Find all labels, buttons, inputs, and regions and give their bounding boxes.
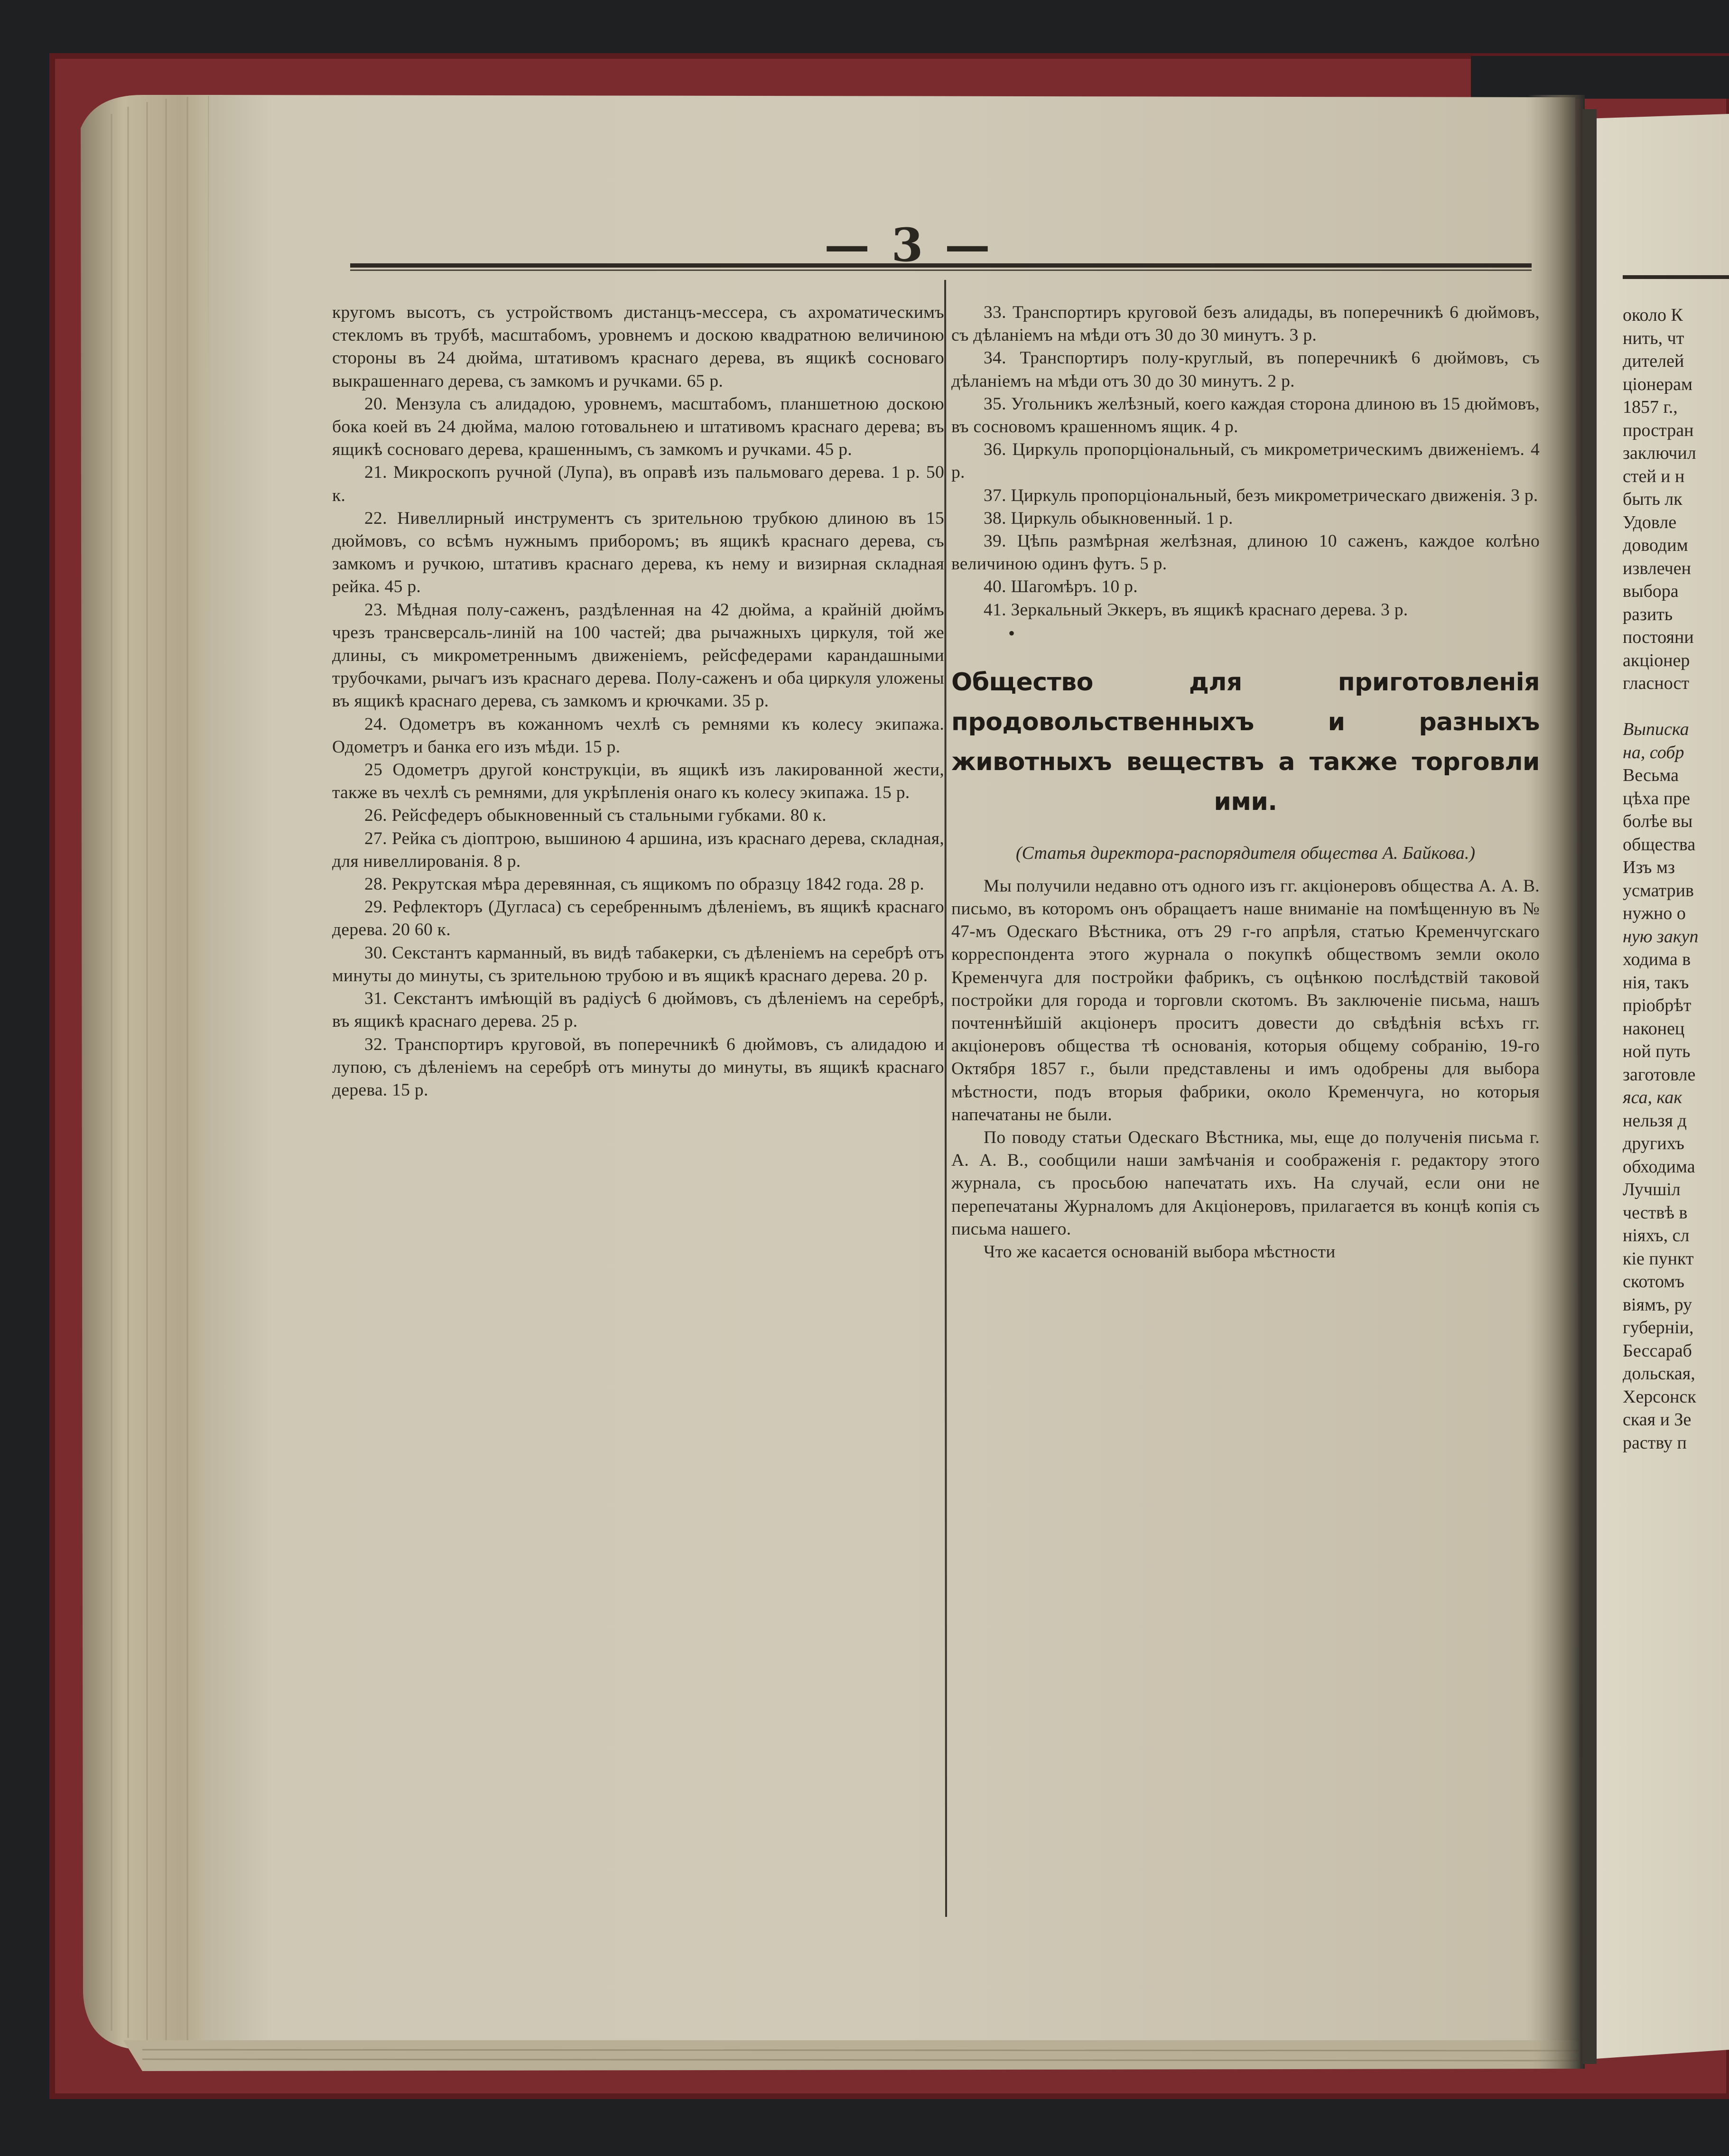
facing-page-line: Бессараб [1623, 1340, 1692, 1361]
facing-page-line: нужно о [1623, 903, 1686, 923]
facing-page-line: ніяхъ, сл [1623, 1226, 1690, 1245]
list-item: 20. Мензула съ алидадою, уровнемъ, масштабомъ, планшетною доскою бока коей въ 24 дюйма, малою готовальнею и штативомъ краснаго дерева; въ ящикѣ сосноваго дерева, крашеннымъ, съ замкомъ и ручками. 45 р. [332, 394, 944, 460]
list-item: 27. Рейка съ діоптрою, вышиною 4 аршина, изъ краснаго дерева, складная, для нивеллированія. 8 р. [332, 828, 944, 871]
list-item: 32. Транспортиръ круговой, въ поперечникѣ 6 дюймовъ, съ алидадою и лупою, съ дѣленіемъ на серебрѣ отъ минуты до минуты, въ ящикѣ краснаго дерева. 15 р. [332, 1034, 944, 1100]
facing-page-line [1623, 695, 1729, 718]
list-item: 28. Рекрутская мѣра деревянная, съ ящикомъ по образцу 1842 года. 28 р. [364, 874, 924, 894]
facing-page-line: ціонерам [1623, 374, 1693, 394]
list-item: 24. Одометръ въ кожанномъ чехлѣ съ ремнями къ колесу экипажа. Одометръ и банка его изъ мѣди. 15 р. [332, 714, 944, 757]
facing-page-line: Изъ мз [1623, 857, 1675, 877]
facing-page-line: чествѣ в [1623, 1202, 1688, 1223]
list-item: 22. Нивеллирный инструментъ съ зрительною трубкою длиною въ 15 дюймовъ, со всѣмъ нужнымъ приборомъ; въ ящикѣ краснаго дерева, съ замкомъ и ручкою, штативъ краснаго дерева, къ нему и визирная складная рейка. 45 р. [332, 508, 944, 597]
facing-page-line: губерніи, [1623, 1318, 1694, 1338]
facing-page-line: Весьма [1623, 765, 1679, 785]
facing-page-line: пріобрѣт [1623, 995, 1692, 1015]
facing-page-line: другихъ [1623, 1134, 1684, 1153]
page-number: — 3 — [824, 218, 993, 272]
article-paragraph: По поводу статьи Одескаго Вѣстника, мы, еще до полученія письма г. А. А. В., сообщили наши замѣчанія и соображенія г. редактору этого журнала, съ просьбою напечатать ихъ. На случай, если они не перепечатаны Журналомъ для Акціонеровъ, прилагается въ концѣ копія съ письма нашего. [951, 1128, 1540, 1239]
facing-page-line: нельзя д [1623, 1110, 1687, 1131]
facing-page-line: обходима [1623, 1156, 1695, 1177]
facing-page-line: стей и н [1623, 466, 1685, 486]
facing-page-line: дольская, [1623, 1364, 1695, 1384]
article-byline: (Статья директора-распорядителя общества А. Байкова.) [1015, 843, 1476, 863]
facing-page-line: кіе пункт [1623, 1248, 1694, 1269]
list-item: 21. Микроскопъ ручной (Лупа), въ оправѣ изъ пальмоваго дерева. 1 р. 50 к. [332, 463, 944, 505]
left-column [332, 301, 944, 1102]
article-paragraph: Что же касается основаній выбора мѣстности [984, 1242, 1336, 1262]
article-paragraph: Мы получили недавно отъ одного изъ гг. акціонеровъ общества А. А. В. письмо, въ которомъ онъ обращаетъ наше вниманіе на помѣщенную въ № 47-мъ Одескаго Вѣстника, отъ 29 г-го апрѣля, статью Кременчугскаго корреспондента этого журнала о покупкѣ обществомъ земли около Кременчуга для постройки фабрикъ, съ оцѣнкою послѣдствій таковой постройки для города и торговли скотомъ. Въ заключеніе письма, нашъ почтеннѣйшій акціонеръ проситъ довести до свѣдѣнія всѣхъ гг. акціонеровъ общества тѣ основанія, которыя общему собранію, 19-го Октября 1857 г., были представлены и имъ одобрены для выбора мѣстности, подъ вторыя фабрики, около Кременчуга, но которыя напечатаны не были. [951, 876, 1540, 1124]
list-item: 39. Цѣпь размѣрная желѣзная, длиною 10 саженъ, каждое колѣно величиною одинъ футъ. 5 р. [951, 531, 1540, 574]
facing-page-line: общества [1623, 834, 1696, 855]
facing-page-line: дителей [1623, 351, 1684, 371]
facing-page-line: извлечен [1623, 558, 1691, 578]
list-item: 33. Транспортиръ круговой безъ алидады, въ поперечникѣ 6 дюймовъ, съ дѣланіемъ на мѣди отъ 30 до 30 минутъ. 3 р. [951, 303, 1540, 345]
list-item: 35. Угольникъ желѣзный, коего каждая сторона длиною въ 15 дюймовъ, въ сосновомъ крашенномъ ящик. 4 р. [951, 394, 1540, 437]
facing-page-line: разить [1623, 604, 1673, 624]
facing-page-line: нить, чт [1623, 328, 1684, 348]
list-item: 30. Секстантъ карманный, въ видѣ табакерки, съ дѣленіемъ на серебрѣ отъ минуты до минуты, съ зрительною трубою и въ ящикѣ краснаго дерева. 20 р. [332, 943, 944, 985]
facing-page-line: Удовле [1623, 512, 1677, 532]
facing-page-line: Выписка [1623, 719, 1689, 739]
facing-page-line: ную закуп [1623, 926, 1699, 947]
list-item: 25 Одометръ другой конструкціи, въ ящикѣ изъ лакированной жести, также въ чехлѣ съ ремнями, для укрѣпленія онаго къ колесу экипажа. 15 р. [332, 760, 944, 803]
list-item: кругомъ высотъ, съ устройствомъ дистанцъ-мессера, съ ахроматическимъ стекломъ въ трубѣ, масштабомъ, уровнемъ и доскою квадратною величиною стороны въ 24 дюйма, штативомъ краснаго дерева, въ ящикѣ сосноваго выкрашеннаго дерева, съ замкомъ и ручками. 65 р. [332, 303, 944, 391]
facing-page-line: акціонер [1623, 650, 1690, 670]
facing-page-line: яса, как [1623, 1087, 1683, 1107]
facing-page-line: на, собр [1623, 742, 1684, 762]
facing-page-line: доводим [1623, 535, 1688, 555]
facing-page-line: Херсонск [1623, 1386, 1696, 1407]
list-item: 31. Секстантъ имѣющій въ радіусѣ 6 дюймовъ, съ дѣленіемъ на серебрѣ, въ ящикѣ краснаго дерева. 25 р. [332, 989, 944, 1032]
facing-page-line: ной путь [1623, 1041, 1691, 1061]
list-item: 23. Мѣдная полу-саженъ, раздѣленная на 42 дюйма, а крайній дюймъ чрезъ трансверсаль-линій на 100 частей; два рычажныхъ циркуля, той же длины, съ микрометреннымъ движеніемъ, рейсфедерами карандашными трубочками, рычагъ изъ краснаго дерева. Полу-саженъ и оба циркуля уложены въ ящикѣ краснаго дерева, съ замкомъ и крючками. 35 р. [332, 600, 944, 711]
facing-page-line: раству п [1623, 1432, 1687, 1453]
facing-page-line: ходима в [1623, 949, 1691, 969]
list-item: 37. Циркуль пропорціональный, безъ микрометрическаго движенія. 3 р. [984, 485, 1538, 505]
facing-page-line: быть лк [1623, 489, 1683, 509]
facing-page-line: наконец [1623, 1018, 1685, 1039]
list-item: 26. Рейсфедеръ обыкновенный съ стальными губками. 80 к. [364, 806, 827, 826]
section-title: Общество для приготовленія продовольственныхъ и разныхъ животныхъ веществъ а также торговли ими. [951, 668, 1540, 816]
facing-page-line: болѣе вы [1623, 811, 1693, 831]
list-item: 36. Циркуль пропорціональный, съ микрометрическимъ движеніемъ. 4 р. [951, 440, 1540, 483]
facing-page-line: гласност [1623, 673, 1690, 693]
facing-page-line: скотомъ [1623, 1272, 1684, 1292]
facing-page-line: нія, такъ [1623, 972, 1689, 993]
list-item: 38. Циркуль обыкновенный. 1 р. [984, 508, 1233, 528]
list-item: 34. Транспортиръ полу-круглый, въ поперечникѣ 6 дюймовъ, съ дѣланіемъ на мѣди отъ 30 до 30 минутъ. 2 р. [951, 348, 1540, 391]
facing-page-line: Лучшіл [1623, 1180, 1681, 1199]
facing-page-line: віямъ, ру [1623, 1294, 1692, 1315]
section-bullet: • [1008, 622, 1015, 644]
facing-page-line: около К [1623, 305, 1683, 325]
facing-page-line: ская и Зе [1623, 1410, 1692, 1430]
list-item: 29. Рефлекторъ (Дугласа) съ серебреннымъ дѣленіемъ, въ ящикѣ краснаго дерева. 20 60 к. [332, 897, 944, 940]
facing-page-line: 1857 г., [1623, 397, 1678, 417]
facing-page-line: заключил [1623, 443, 1696, 463]
middle-column [951, 301, 1540, 1264]
facing-page-line: простран [1623, 420, 1694, 440]
facing-page-line: выбора [1623, 581, 1679, 601]
facing-page-fragments [1623, 304, 1729, 1454]
list-item: 40. Шагомѣръ. 10 р. [984, 577, 1138, 597]
facing-page-line: постояни [1623, 627, 1694, 647]
facing-page-line: заготовле [1623, 1064, 1696, 1085]
facing-page-line: цѣха пре [1623, 788, 1691, 808]
facing-page-line: усматрив [1623, 880, 1694, 901]
list-item: 41. Зеркальный Эккеръ, въ ящикѣ краснаго дерева. 3 р. [984, 600, 1408, 620]
